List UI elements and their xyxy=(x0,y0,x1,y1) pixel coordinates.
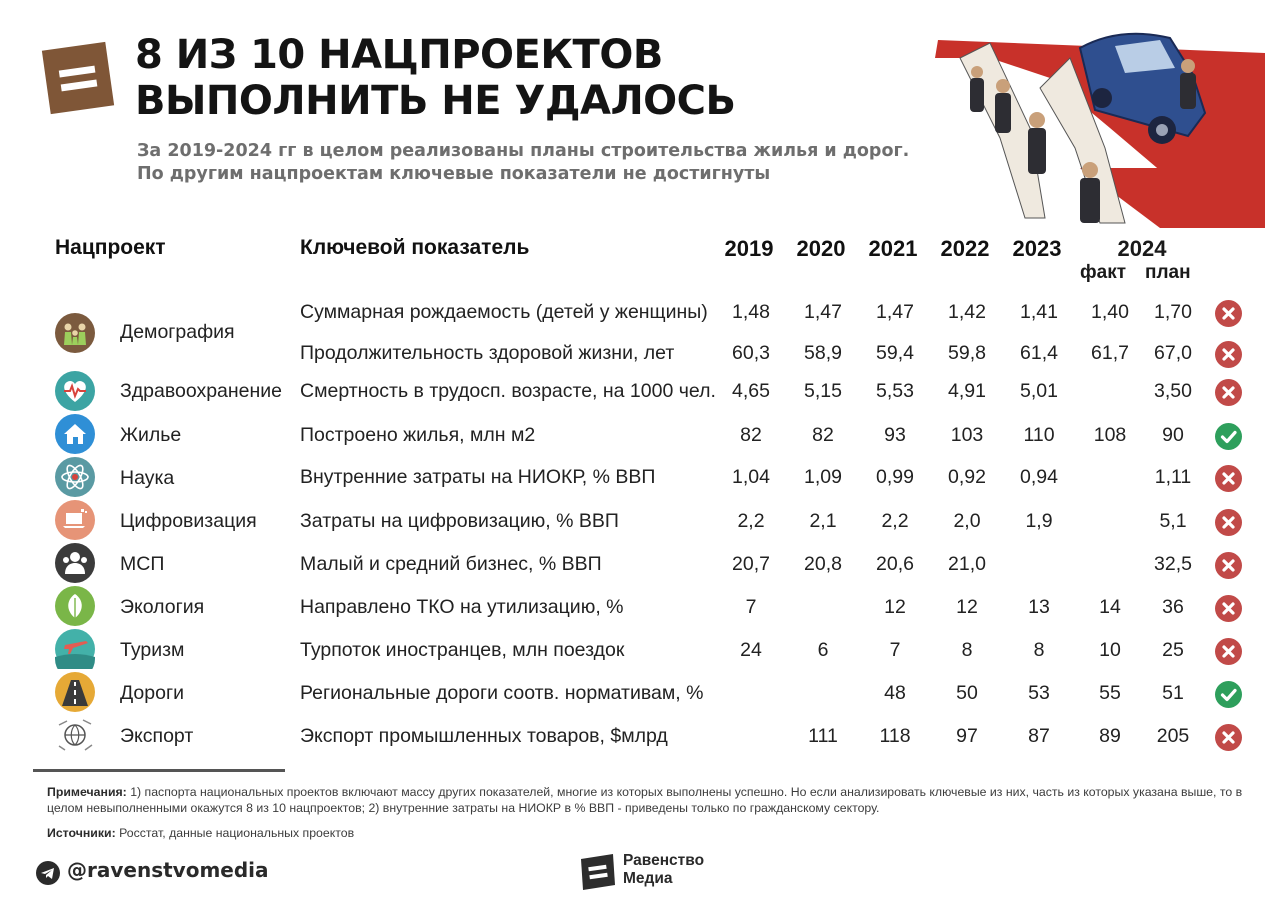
table-row xyxy=(0,544,1280,584)
value-2023: 110 xyxy=(1023,424,1055,446)
indicator-label: Внутренние затраты на НИОКР, % ВВП xyxy=(300,466,656,488)
value-2024-fact xyxy=(1074,457,1146,497)
header-indicator: Ключевой показатель xyxy=(300,236,530,259)
status-fail-icon xyxy=(1215,300,1242,327)
brand-line-1: Равенство xyxy=(623,852,705,869)
indicator-label: Продолжительность здоровой жизни, лет xyxy=(300,342,675,364)
value-2019: 4,65 xyxy=(732,380,770,402)
value-2022: 21,0 xyxy=(948,553,986,575)
indicator-label: Построено жилья, млн м2 xyxy=(300,424,536,446)
subtitle-line-2: По другим нацпроектам ключевые показатели не достигнуты xyxy=(137,164,771,184)
project-science: Наука xyxy=(120,467,175,489)
value-2019: 24 xyxy=(740,639,762,661)
indicator-label: Смертность в трудосп. возрасте, на 1000 чел. xyxy=(300,380,716,402)
value-2023: 5,01 xyxy=(1020,380,1058,402)
value-2023: 1,9 xyxy=(1025,510,1053,532)
value-2019: 1,48 xyxy=(732,301,770,323)
value-2024-plan: 67,0 xyxy=(1154,342,1192,364)
brand-logo-icon xyxy=(577,851,619,893)
value-2022: 12 xyxy=(956,596,978,618)
header-year-2021: 2021 xyxy=(868,236,918,261)
value-2022: 0,92 xyxy=(948,466,986,488)
indicator-label: Затраты на цифровизацию, % ВВП xyxy=(300,510,619,532)
page-title xyxy=(135,32,736,124)
sources-text: Росстат, данные национальных проектов xyxy=(115,826,355,840)
value-2024-fact: 10 xyxy=(1099,639,1121,661)
road-icon xyxy=(55,672,95,712)
notes-text: 1) паспорта национальных проектов включают массу других показателей, многие из которых выполнены успешно. Но если анализировать ключевые из них, часть из которых указана выше, то в целом невыполненными окажутся 8 из 10 нацпроектов; 2) внутренние затраты на НИОКР в % ВВП - приведены только по гражданскому сектору. xyxy=(47,785,1243,815)
status-fail-icon xyxy=(1215,724,1242,751)
value-2021: 5,53 xyxy=(876,380,914,402)
header-year-2023: 2023 xyxy=(1012,236,1062,261)
value-2019: 2,2 xyxy=(737,510,765,532)
notes-label: Примечания: xyxy=(47,785,127,799)
value-2019 xyxy=(715,716,787,756)
value-2024-plan: 90 xyxy=(1162,424,1184,446)
value-2021: 20,6 xyxy=(876,553,914,575)
title-line-1: 8 ИЗ 10 НАЦПРОЕКТОВ xyxy=(135,32,663,78)
value-2022: 2,0 xyxy=(953,510,981,532)
project-healthcare: Здравоохранение xyxy=(120,380,283,402)
header-fact: факт xyxy=(1080,262,1127,283)
value-2024-fact: 1,40 xyxy=(1091,301,1129,323)
project-tourism: Туризм xyxy=(120,639,185,661)
table-row xyxy=(0,457,1280,497)
status-fail-icon xyxy=(1215,465,1242,492)
value-2019 xyxy=(715,673,787,713)
heartbeat-icon xyxy=(55,371,95,411)
table-row xyxy=(0,630,1280,670)
value-2020: 58,9 xyxy=(804,342,842,364)
value-2019: 1,04 xyxy=(732,466,770,488)
value-2022: 103 xyxy=(950,424,984,446)
value-2020 xyxy=(787,673,859,713)
value-2022: 59,8 xyxy=(948,342,986,364)
header-project: Нацпроект xyxy=(55,236,166,259)
value-2023: 53 xyxy=(1028,682,1050,704)
header-plan: план xyxy=(1145,262,1191,283)
value-2022: 1,42 xyxy=(948,301,986,323)
header-year-2019: 2019 xyxy=(724,236,774,261)
value-2024-fact: 61,7 xyxy=(1091,342,1129,364)
value-2024-fact: 55 xyxy=(1099,682,1121,704)
laptop-icon xyxy=(55,500,95,540)
value-2022: 50 xyxy=(956,682,978,704)
value-2023: 1,41 xyxy=(1020,301,1058,323)
title-line-2: ВЫПОЛНИТЬ НЕ УДАЛОСЬ xyxy=(135,78,736,124)
value-2022: 8 xyxy=(961,639,973,661)
project-sme: МСП xyxy=(120,553,165,575)
value-2023: 13 xyxy=(1028,596,1050,618)
header-year-2020: 2020 xyxy=(796,236,846,261)
indicator-label: Малый и средний бизнес, % ВВП xyxy=(300,553,602,575)
value-2021: 59,4 xyxy=(876,342,914,364)
value-2019: 82 xyxy=(740,424,762,446)
value-2024-fact: 89 xyxy=(1099,725,1121,747)
status-fail-icon xyxy=(1215,379,1242,406)
value-2021: 48 xyxy=(884,682,906,704)
project-demography: Демография xyxy=(120,321,235,343)
indicator-label: Суммарная рождаемость (детей у женщины) xyxy=(300,301,708,323)
value-2019: 7 xyxy=(745,596,757,618)
value-2020: 2,1 xyxy=(809,510,837,532)
value-2020: 6 xyxy=(817,639,829,661)
notes-divider xyxy=(33,769,285,772)
indicator-label: Региональные дороги соотв. нормативам, % xyxy=(300,682,704,704)
value-2024-plan: 1,70 xyxy=(1154,301,1192,323)
brand-name xyxy=(623,852,704,888)
equality-logo-icon xyxy=(38,38,118,118)
value-2019: 60,3 xyxy=(732,342,770,364)
telegram-handle-link[interactable]: @ravenstvomedia xyxy=(67,858,269,882)
status-ok-icon xyxy=(1215,681,1242,708)
status-fail-icon xyxy=(1215,595,1242,622)
family-icon xyxy=(55,313,95,353)
subtitle-line-1: За 2019-2024 гг в целом реализованы планы строительства жилья и дорог. xyxy=(137,141,910,161)
value-2022: 4,91 xyxy=(948,380,986,402)
value-2024-fact xyxy=(1074,501,1146,541)
value-2020: 1,47 xyxy=(804,301,842,323)
value-2024-plan: 5,1 xyxy=(1159,510,1187,532)
people-icon xyxy=(55,543,95,583)
value-2024-plan: 32,5 xyxy=(1154,553,1192,575)
value-2019: 20,7 xyxy=(732,553,770,575)
value-2023: 61,4 xyxy=(1020,342,1058,364)
value-2021: 93 xyxy=(884,424,906,446)
house-icon xyxy=(55,414,95,454)
status-fail-icon xyxy=(1215,509,1242,536)
value-2023: 0,94 xyxy=(1020,466,1058,488)
plane-icon xyxy=(55,629,95,669)
value-2020: 1,09 xyxy=(804,466,842,488)
sources-label: Источники: xyxy=(47,826,116,840)
value-2020: 20,8 xyxy=(804,553,842,575)
header-year-2022: 2022 xyxy=(940,236,990,261)
value-2024-fact xyxy=(1074,544,1146,584)
value-2024-plan: 205 xyxy=(1156,725,1190,747)
value-2020: 111 xyxy=(808,725,838,747)
table-row xyxy=(0,673,1280,713)
value-2020 xyxy=(787,587,859,627)
value-2021: 0,99 xyxy=(876,466,914,488)
status-fail-icon xyxy=(1215,638,1242,665)
value-2024-fact xyxy=(1074,371,1146,411)
value-2020: 82 xyxy=(812,424,834,446)
table-row xyxy=(0,415,1280,455)
status-fail-icon xyxy=(1215,341,1242,368)
value-2020: 5,15 xyxy=(804,380,842,402)
value-2021: 7 xyxy=(889,639,901,661)
status-ok-icon xyxy=(1215,423,1242,450)
notes xyxy=(47,785,1247,816)
status-fail-icon xyxy=(1215,552,1242,579)
page-subtitle xyxy=(137,140,909,186)
header-year-2024: 2024 xyxy=(1117,236,1167,261)
project-export: Экспорт xyxy=(120,725,194,747)
value-2022: 97 xyxy=(956,725,978,747)
leaf-icon xyxy=(55,586,95,626)
indicator-label: Турпоток иностранцев, млн поездок xyxy=(300,639,625,661)
value-2023: 8 xyxy=(1033,639,1045,661)
value-2021: 2,2 xyxy=(881,510,909,532)
value-2024-plan: 3,50 xyxy=(1154,380,1192,402)
car-carpet-illustration xyxy=(930,18,1265,228)
value-2024-plan: 25 xyxy=(1162,639,1184,661)
globe-icon xyxy=(55,715,95,755)
atom-icon xyxy=(55,457,95,497)
value-2024-plan: 1,11 xyxy=(1154,466,1192,488)
value-2021: 118 xyxy=(879,725,911,747)
value-2024-fact: 14 xyxy=(1099,596,1121,618)
telegram-icon[interactable] xyxy=(36,861,60,885)
indicator-label: Экспорт промышленных товаров, $млрд xyxy=(300,725,668,747)
indicator-label: Направлено ТКО на утилизацию, % xyxy=(300,596,624,618)
brand-line-2: Медиа xyxy=(623,870,673,887)
value-2024-plan: 36 xyxy=(1162,596,1184,618)
value-2021: 12 xyxy=(884,596,906,618)
project-housing: Жилье xyxy=(120,424,182,446)
value-2023 xyxy=(1003,544,1075,584)
value-2024-plan: 51 xyxy=(1162,682,1184,704)
sources xyxy=(47,826,354,840)
value-2021: 1,47 xyxy=(876,301,914,323)
project-digitalization: Цифровизация xyxy=(120,510,257,532)
value-2024-fact: 108 xyxy=(1093,424,1127,446)
value-2023: 87 xyxy=(1028,725,1050,747)
project-roads: Дороги xyxy=(120,682,184,704)
project-ecology: Экология xyxy=(120,596,205,618)
